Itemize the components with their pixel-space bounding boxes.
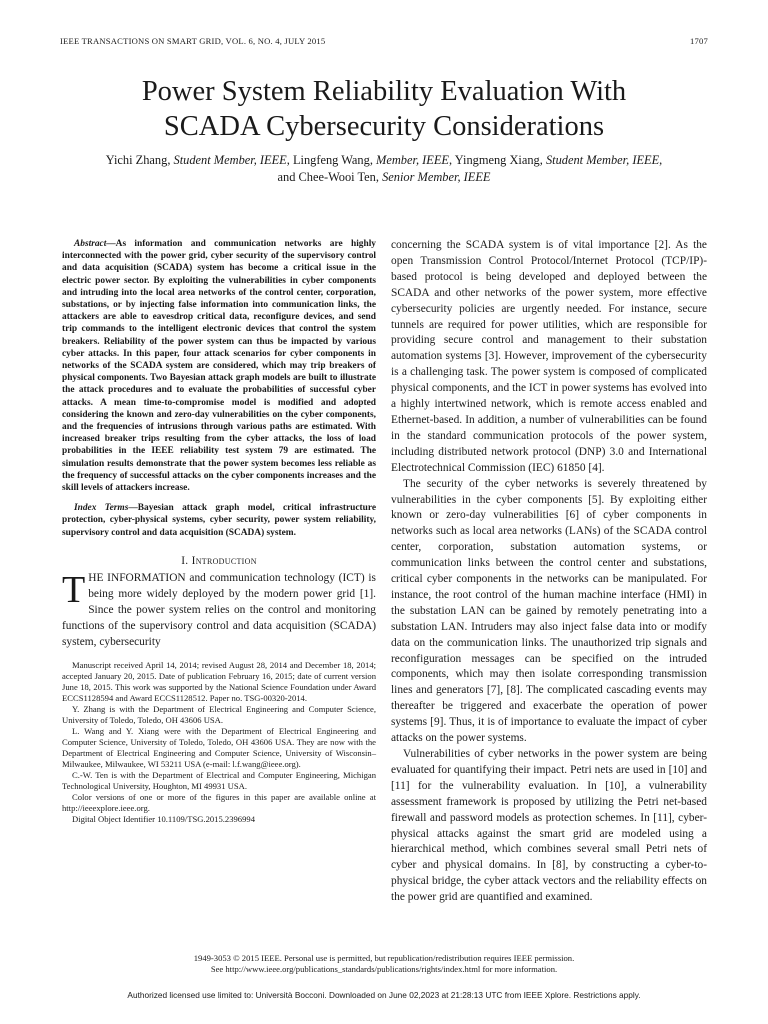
abstract-text: —As information and communication networks are highly interconnected with the power grid, cyber security of the supervisory control and data acquisition (SCADA) system has become a critical issue in the electric power sector. By exploiting the vulnerabilities in cyber components and intruding into the local area networks of the control center, corporation, substations, or by injecting false information into communication links, the attackers are able to eavesdrop critical data, reconfigure devices, and send trip commands to the intelligent electronic devices that control the system breakers. Reliability of the power system can thus be impacted by various cyber attacks. In this paper, four attack scenarios for cyber components in networks of the SCADA system are considered, which may trip breakers of physical components. Two Bayesian attack graph models are built to illustrate the attack procedures and to evaluate the probabilities of successful cyber attacks. A mean time-to-compromise model is modified and adopted considering the known and zero-day vulnerabilities on the cyber components, and the frequencies of intrusions through various paths are estimated. With increased breaker trips resulting from the cyber attacks, the loss of load probabilities in the IEEE reliability test system 79 are estimated. The simulation results demonstrate that the power system becomes less reliable as the frequency of successful attacks on the cyber components increases and the skill levels of attackers increase. <box>62 239 376 494</box>
footnote-manuscript: Manuscript received April 14, 2014; revised August 28, 2014 and December 18, 2014; accepted January 20, 2015. Date of publication February 16, 2015; date of current version June 18, 2015. This work was supported by the National Science Foundation under Award ECCS1128594 and Award ECCS1128512. Paper no. TSG-00320-2014. <box>62 660 376 704</box>
author-role: Student Member, IEEE <box>545 153 660 167</box>
author-name: Lingfeng Wang <box>292 153 370 167</box>
paper-title <box>40 74 728 144</box>
section-number: I. <box>181 554 192 567</box>
author-line-1: Yichi Zhang, Student Member, IEEE, Lingfeng Wang, Member, IEEE, Yingmeng Xiang, Student Member, IEEE, <box>105 153 663 167</box>
copyright-line-1: 1949-3053 © 2015 IEEE. Personal use is permitted, but republication/redistribution requires IEEE permission. <box>193 953 575 963</box>
author-role: Senior Member, IEEE <box>382 170 491 184</box>
section-title: Introduction <box>191 554 257 567</box>
footnotes <box>62 660 376 825</box>
body-paragraph: Vulnerabilities of cyber networks in the power system are being evaluated for quantifying their impact. Petri nets are used in [10] and [11] for the vulnerability evaluation. In [10], a vulnerability assessment framework is proposed by utilizing the Petri net-based firewall and password models as protection schemes. In [11], cyber-physical attacks against the smart grid are modeled using a hierarchical method, which combines several small Petri nets of cyber and physical domains. In [8], by constructing a cyber-to-physical bridge, the cyber attack vectors and the reliability effects on the power grid are quantified and examined. <box>391 748 707 904</box>
author-role: Member, IEEE <box>376 153 449 167</box>
license-notice: Authorized licensed use limited to: Università Bocconi. Downloaded on June 02,2023 at 21:28:13 UTC from IEEE Xplore. Restrictions apply. <box>127 990 641 1000</box>
right-column <box>391 238 707 906</box>
abstract <box>62 238 376 494</box>
title-line-2: SCADA Cybersecurity Considerations <box>163 111 605 142</box>
footnote-affiliation: L. Wang and Y. Xiang were with the Department of Electrical Engineering and Computer Science, University of Toledo, Toledo, OH 43606 USA. They are now with the Department of Electrical Engineering and Computer Science, University of Wisconsin–Milwaukee, Milwaukee, WI 53211 USA (e-mail: l.f.wang@ieee.org). <box>62 726 376 770</box>
footnote-affiliation: C.-W. Ten is with the Department of Electrical and Computer Engineering, Michigan Technological University, Houghton, MI 49931 USA. <box>62 770 376 792</box>
author-name: Yichi Zhang <box>105 153 168 167</box>
running-header <box>60 36 708 46</box>
left-column <box>62 238 376 825</box>
copyright-line-2: See http://www.ieee.org/publications_standards/publications/rights/index.html for more information. <box>210 964 558 975</box>
index-terms <box>62 502 376 539</box>
footnote-color: Color versions of one or more of the figures in this paper are available online at http://ieeexplore.ieee.org. <box>62 792 376 814</box>
intro-text: and communication technology (ICT) is being more widely deployed by the modern power grid [1]. Since the power system relies on the control and monitoring functions of the supervisory control and data acquisition (SCADA) system, cybersecurity <box>62 571 376 648</box>
body-paragraph: concerning the SCADA system is of vital importance [2]. As the open Transmission Control Protocol/Internet Protocol (TCP/IP)-based protocol is being developed and deployed between the SCADA and other networks of the power system, more effective cybersecurity policies are urgently needed. For instance, secure tunnels are required for power utilities, which are responsible for providing secure control and management to their substation automation systems [3]. However, improvement of the cybersecurity is a challenging task. The power system is composed of complicated physical components, and the ICT in power systems has evolved into a highly intertwined network, which is remote access enabled and Ethernet-based. In addition, a number of vulnerabilities can be found in the standard communication protocols of the power system, including distributed network protocol (DNP) 3.0 and International Electrotechnical Commission (IEC) 61850 [4]. <box>391 239 707 474</box>
footnote-doi: Digital Object Identifier 10.1109/TSG.2015.2396994 <box>72 814 255 825</box>
journal-citation: IEEE TRANSACTIONS ON SMART GRID, VOL. 6, NO. 4, JULY 2015 <box>60 36 326 46</box>
title-line-1: Power System Reliability Evaluation With <box>141 76 627 107</box>
section-heading-introduction <box>62 555 376 567</box>
body-paragraph: The security of the cyber networks is severely threatened by vulnerabilities in the cyber components [5]. By exploiting either known or zero-day vulnerabilities [6] of cyber components in networks such as local area networks (LANs) of the SCADA control center, corporation, substation automation systems, or communication links between the control center and substations, critical cyber components in the networks can be manipulated. For instance, the root control of the human machine interface (HMI) in the substation LAN can be gained by remotely penetrating into a substation LAN. Intruders may also inject false data into or modify data on the communication links. The unauthorized trip signals and reconfiguration messages can be specified on the intruded components, which may then isolate corresponding transmission lines and generators [7], [8]. The complicated cascading events may thereafter be triggered and exacerbate the operation of power systems [9]. Thus, it is of importance to evaluate the impact of cyber attacks on the power systems. <box>391 477 707 745</box>
intro-caps: HE INFORMATION <box>88 571 186 584</box>
author-line-2: and Chee-Wooi Ten, Senior Member, IEEE <box>277 170 491 184</box>
page-number: 1707 <box>690 36 708 46</box>
author-list <box>50 152 718 186</box>
index-terms-text: —Bayesian attack graph model, critical infrastructure protection, cyber-physical systems, cyber security, power system reliability, supervisory control and data acquisition (SCADA) system. <box>62 503 377 538</box>
copyright-notice <box>100 953 668 976</box>
drop-cap: T <box>62 568 86 611</box>
author-name: and Chee-Wooi Ten <box>277 170 376 184</box>
index-terms-label: Index Terms <box>74 503 129 514</box>
author-name: Yingmeng Xiang <box>454 153 540 167</box>
abstract-label: Abstract <box>74 239 107 249</box>
author-role: Student Member, IEEE <box>173 153 287 167</box>
footnote-affiliation: Y. Zhang is with the Department of Electrical Engineering and Computer Science, University of Toledo, Toledo, OH 43606 USA. <box>62 704 376 726</box>
intro-paragraph <box>62 568 376 651</box>
